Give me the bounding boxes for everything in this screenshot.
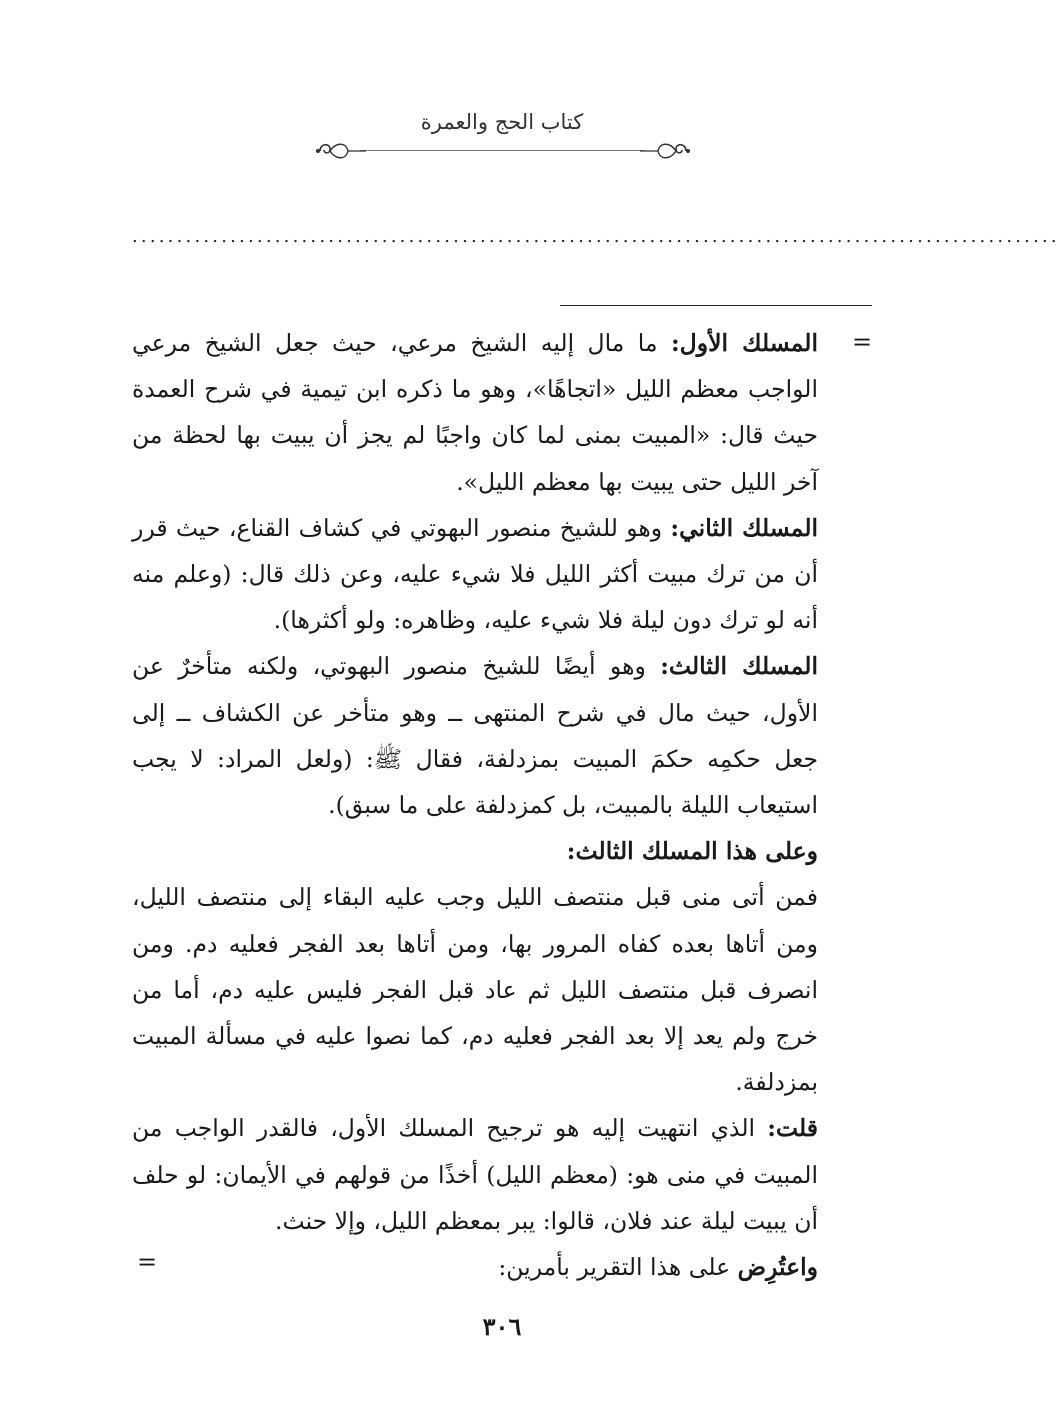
paragraph-4-lead: وعلى هذا المسلك الثالث: (566, 837, 818, 866)
paragraph-2-text: وهو للشيخ منصور البهوتي في كشاف القناع، حيث قرر أن من ترك مبيت أكثر الليل فلا شيء عليه، وعن ذلك قال: (وعلم منه أنه لو ترك دون ليلة فلا شيء عليه، وظاهره: ولو أكثرها). (132, 513, 818, 635)
paragraph-7-lead: واعتُرِض (737, 1253, 818, 1282)
paragraph-6-lead: قلت: (767, 1114, 818, 1143)
paragraph-2 (132, 505, 818, 644)
paragraph-7-text: على هذا التقرير بأمرين: (498, 1253, 738, 1282)
header-rule (360, 150, 644, 151)
paragraph-5-text: فمن أتى منى قبل منتصف الليل وجب عليه البقاء إلى منتصف الليل، ومن أتاها بعده كفاه المرور بها، ومن أتاها بعد الفجر فعليه دم. ومن انصرف قبل منتصف الليل ثم عاد قبل الفجر فليس عليه دم، أما من خرج ولم يعد إلا بعد الفجر فعليه دم، كما نصوا عليه في مسألة المبيت بمزدلفة. (132, 883, 818, 1097)
paragraph-2-lead: المسلك الثاني: (670, 513, 819, 542)
page-number: ٣٠٦ (482, 1312, 522, 1341)
continuation-mark-bottom: = (137, 1248, 158, 1276)
paragraph-3-lead: المسلك الثالث: (660, 652, 818, 681)
paragraph-7 (132, 1244, 818, 1290)
ornament-right-icon (640, 138, 694, 164)
continuation-mark-top: = (852, 328, 873, 356)
paragraph-1 (132, 320, 818, 505)
dot-leader: ........................................................................................................ (132, 226, 1060, 247)
header-title: كتاب الحج والعمرة (420, 110, 584, 134)
paragraph-4 (132, 828, 818, 874)
paragraph-3-text: وهو أيضًا للشيخ منصور البهوتي، ولكنه متأخرٌ عن الأول، حيث مال في شرح المنتهى ــ وهو متأخر عن الكشاف ــ إلى جعل حكمِه حكمَ المبيت بمزدلفة، فقال ﷺ: (ولعل المراد: لا يجب استيعاب الليلة بالمبيت، بل كمزدلفة على ما سبق). (132, 652, 818, 820)
paragraph-3 (132, 643, 818, 828)
footnote-rule (560, 305, 872, 306)
paragraph-6-text: الذي انتهيت إليه هو ترجيح المسلك الأول، فالقدر الواجب من المبيت في منى هو: (معظم الليل) أخذًا من قولهم في الأيمان: لو حلف أن يبيت ليلة عند فلان، قالوا: يبر بمعظم الليل، وإلا حنث. (132, 1114, 818, 1235)
paragraph-5 (132, 874, 818, 1105)
ornament-left-icon (312, 138, 366, 164)
paragraph-1-text: ما مال إليه الشيخ مرعي، حيث جعل الشيخ مرعي الواجب معظم الليل «اتجاهًا»، وهو ما ذكره ابن تيمية في شرح العمدة حيث قال: «المبيت بمنى لما كان واجبًا لم يجز أن يبيت بها لحظة من آخر الليل حتى يبيت بها معظم الليل». (132, 329, 818, 496)
paragraph-1-lead: المسلك الأول: (670, 329, 818, 357)
footnote-body (132, 320, 818, 1290)
paragraph-6 (132, 1105, 818, 1244)
